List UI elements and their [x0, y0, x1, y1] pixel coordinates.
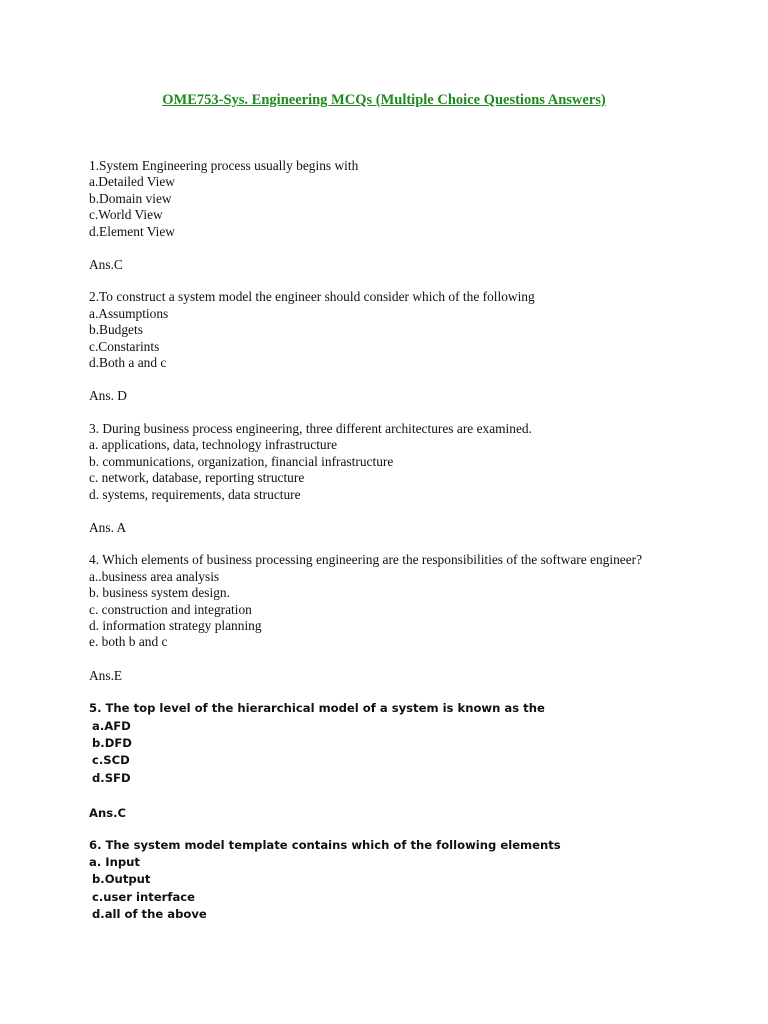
- option: e. both b and c: [89, 634, 168, 650]
- question-text: 6. The system model template contains which of the following elements: [89, 837, 561, 852]
- option: d.Element View: [89, 223, 175, 239]
- question-block-5: [89, 700, 729, 787]
- option: d. information strategy planning: [89, 617, 262, 633]
- option: c. network, database, reporting structure: [89, 470, 305, 486]
- question-text: 2.To construct a system model the engineer should consider which of the following: [89, 289, 535, 305]
- option: d.SFD: [92, 770, 131, 785]
- page-title: OME753-Sys. Engineering MCQs (Multiple Choice Questions Answers): [162, 92, 606, 108]
- option: a.AFD: [92, 718, 131, 733]
- question-text: 5. The top level of the hierarchical model of a system is known as the: [89, 701, 545, 716]
- answer-text: Ans. D: [89, 388, 127, 404]
- option: d.all of the above: [92, 907, 207, 922]
- option: b.Domain view: [89, 190, 172, 206]
- option: a.Detailed View: [89, 174, 175, 190]
- option: a. Input: [89, 855, 140, 869]
- option: a.Assumptions: [89, 305, 169, 321]
- option: c. construction and integration: [89, 601, 252, 617]
- question-block-2: [89, 289, 729, 371]
- question-text: 1.System Engineering process usually begins with: [89, 158, 359, 173]
- document-body: [89, 158, 729, 924]
- answer-text: Ans.C: [89, 257, 123, 273]
- answer-text: Ans. A: [89, 519, 127, 535]
- option: c.Constarints: [89, 338, 160, 354]
- option: a. applications, data, technology infrastructure: [89, 437, 338, 453]
- answer-text: Ans.E: [89, 667, 123, 683]
- option: b. communications, organization, financial infrastructure: [89, 453, 394, 469]
- question-text: 3. During business process engineering, three different architectures are examined.: [89, 420, 532, 436]
- question-block-1: [89, 158, 729, 240]
- option: b.Budgets: [89, 322, 143, 338]
- option: c.user interface: [92, 889, 196, 904]
- option: b.Output: [92, 872, 151, 887]
- question-block-6: [89, 837, 729, 924]
- option: d.Both a and c: [89, 355, 167, 371]
- question-block-4: [89, 552, 729, 650]
- question-block-3: [89, 421, 729, 503]
- answer-text: Ans.C: [89, 806, 127, 821]
- option: c.SCD: [92, 753, 130, 768]
- option: b. business system design.: [89, 585, 230, 601]
- option: d. systems, requirements, data structure: [89, 486, 301, 502]
- option: c.World View: [89, 207, 163, 223]
- option: a..business area analysis: [89, 568, 220, 584]
- question-text: 4. Which elements of business processing engineering are the responsibilities of the software engineer?: [89, 552, 643, 568]
- option: b.DFD: [92, 735, 132, 750]
